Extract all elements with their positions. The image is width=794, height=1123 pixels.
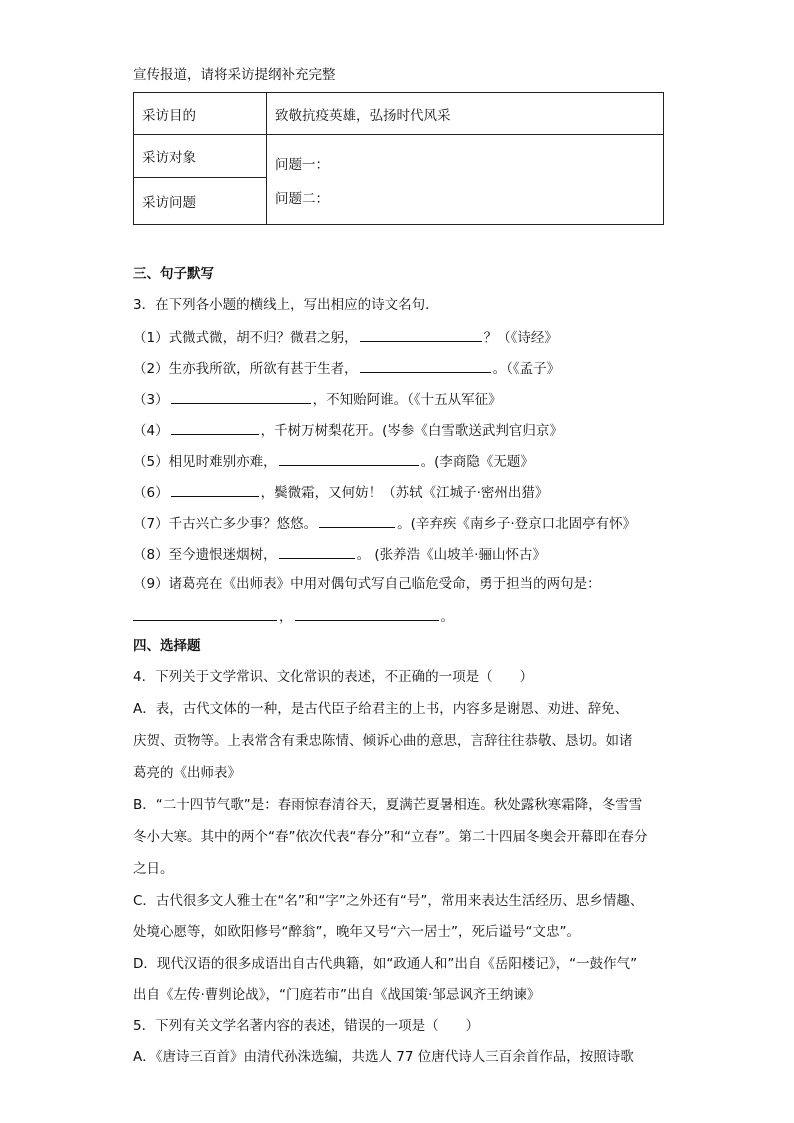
q4-option-line: 冬小大寒。其中的两个“春”依次代表“春分”和“立春”。第二十四届冬奥会开幕即在春分 [133,829,648,845]
recite-item-2 [133,358,560,378]
item-text: ，鬓微霜，又何妨！（苏轼《江城子·密州出猎》 [260,485,549,501]
recite-item-6 [133,482,548,502]
item-text: （8）至今遗恨迷烟树， [133,547,277,563]
q4-option-line: 庆贺、贡物等。上表常含有秉忠陈情、倾诉心曲的意思，言辞往往恭敬、恳切。如诸 [133,733,633,749]
questions-cell [267,135,664,225]
recite-item-1 [133,327,558,347]
answer-blank[interactable] [360,358,491,373]
answer-blank[interactable] [279,544,355,559]
q4-option-line: 处境心愿等，如欧阳修号“醉翁”，晚年又号“六一居士”，死后谥号“文忠”。 [133,924,580,940]
intro-text: 宣传报道，请将采访提纲补充完整 [133,67,336,83]
q4-option-line: 葛亮的《出师表》 [133,765,241,781]
item-text: 。(辛弃疾《南乡子·登京口北固亭有怀》 [397,516,637,532]
q4-option-line: 之日。 [133,861,174,877]
interview-outline-table [133,92,664,225]
item-text: （9）诸葛亮在《出师表》中用对偶句式写自己临危受命，勇于担当的两句是： [133,576,601,592]
item-text: ？（《诗经》 [483,330,558,346]
recite-item-9-answers [133,606,454,626]
purpose-label: 采访目的 [134,93,267,135]
q4-option-line: D．现代汉语的很多成语出自古代典籍，如“政通人和”出自《岳阳楼记》，“一鼓作气” [133,956,638,972]
item-text: （5）相见时难别亦难， [133,454,277,470]
question-label: 采访问题 [134,178,267,225]
answer-blank[interactable] [171,420,259,435]
item-text: 。 [440,609,454,625]
item-text: （6） [133,485,169,501]
answer-blank[interactable] [295,606,439,621]
q4-option-line: A．表，古代文体的一种，是古代臣子给君主的上书，内容多是谢恩、劝进、辞免、 [133,701,629,717]
item-text: 。(李商隐《无题》 [420,454,534,470]
item-text: 。 (张养浩《山坡羊·骊山怀古》 [356,547,546,563]
object-label: 采访对象 [134,135,267,178]
question-4: 4．下列关于文学常识、文化常识的表述，不正确的一项是（ ） [133,669,534,685]
section4-heading: 四、选择题 [133,638,201,654]
recite-item-3 [133,389,502,409]
item-text: （2）生亦我所欲，所欲有甚于生者， [133,361,358,377]
section3-instruction: 3．在下列各小题的横线上，写出相应的诗文名句． [133,297,439,313]
question-one: 问题一： [275,156,329,173]
recite-item-7 [133,513,636,533]
item-text: ，千树万树梨花开。(岑参《白雪歌送武判官归京》 [260,423,563,439]
section3-heading: 三、句子默写 [133,266,214,282]
answer-blank[interactable] [171,389,311,404]
item-text: （7）千古兴亡多少事？悠悠。 [133,516,318,532]
recite-item-5 [133,451,534,471]
answer-blank[interactable] [171,482,259,497]
answer-blank[interactable] [133,606,277,621]
item-text: （3） [133,392,169,408]
q5-option-a: A．《唐诗三百首》由清代孙洙选编，共选人 77 位唐代诗人三百余首作品，按照诗歌 [133,1049,634,1065]
recite-item-9 [133,575,601,593]
item-text: （1）式微式微，胡不归？微君之躬， [133,330,358,346]
q4-option-line: B．“二十四节气歌”是：春雨惊春清谷天，夏满芒夏暑相连。秋处露秋寒霜降，冬雪雪 [133,797,643,813]
purpose-value: 致敬抗疫英雄，弘扬时代风采 [267,93,664,135]
recite-item-4 [133,420,563,440]
q4-option-line: 出自《左传·曹刿论战》，“门庭若市”出自《战国策·邹忌讽齐王纳谏》 [133,987,541,1003]
item-text: ，不知贻阿谁。（《十五从军征》 [312,392,502,408]
question-5: 5．下列有关文学名著内容的表述，错误的一项是（ ） [133,1018,480,1034]
answer-blank[interactable] [360,327,482,342]
item-text: 。（《孟子》 [492,361,561,377]
item-text: （4） [133,423,169,439]
item-text: ， [279,609,293,625]
answer-blank[interactable] [279,451,419,466]
answer-blank[interactable] [319,513,395,528]
recite-item-8 [133,544,546,564]
q4-option-line: C．古代很多文人雅士在“名”和“字”之外还有“号”，常用来表达生活经历、思乡情趣、 [133,893,644,909]
question-two: 问题二： [275,190,329,207]
